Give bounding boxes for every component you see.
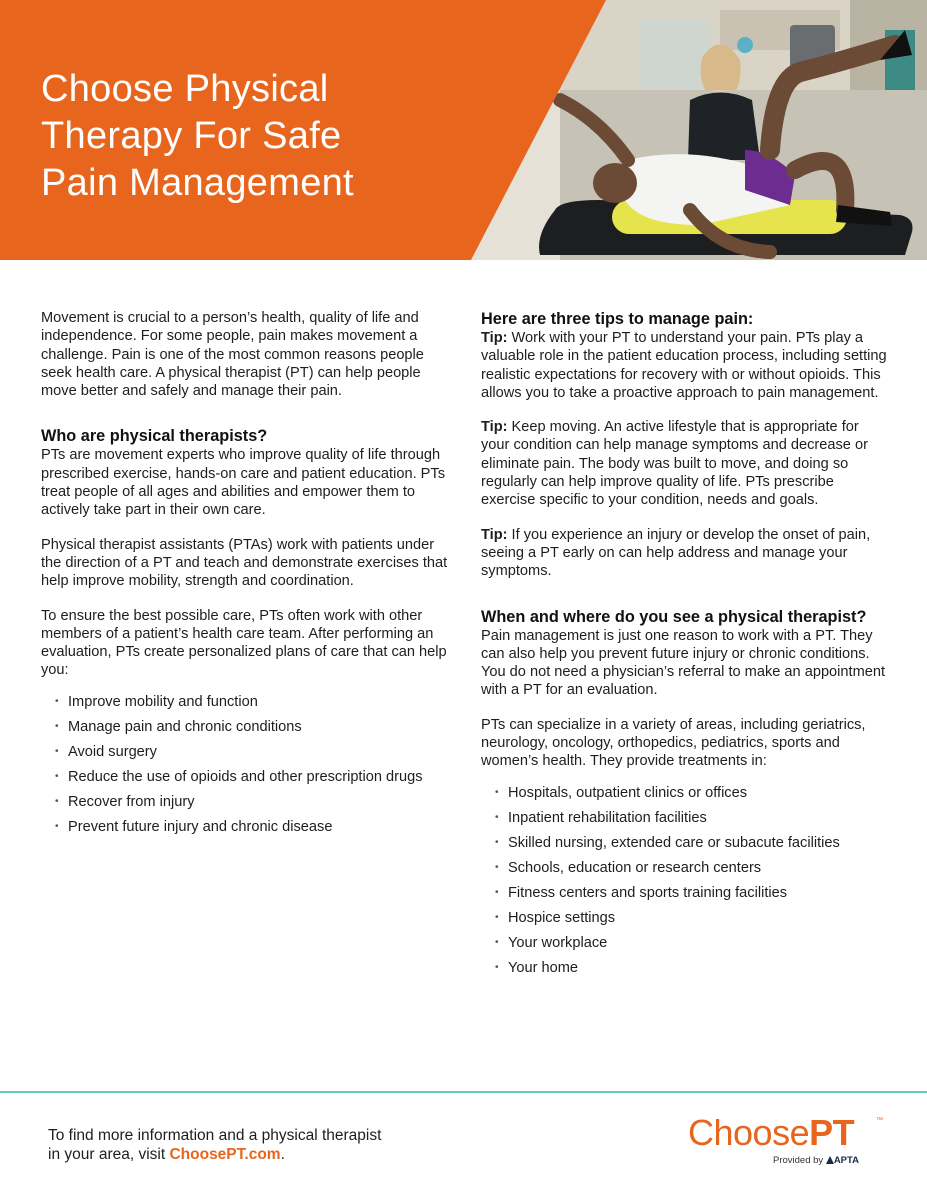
list-item: • Avoid surgery	[55, 743, 157, 760]
list-item: • Your workplace	[495, 934, 608, 951]
intro-paragraph: Movement is crucial to a person’s health, quality of life and independence. For some people, pain makes movement a challenge. Pain is one of the most common reasons people seek health care. A physical therapist (PT) can help people move better and safely and manage their pain.	[41, 310, 424, 400]
tip-1: Tip: Work with your PT to understand your pain. PTs play a valuable role in the patient education process, including setting realistic expectations for recovery with or without opioids. This allows you to take a proactive approach to pain management.	[481, 330, 887, 401]
list-item: • Schools, education or research centers	[495, 859, 762, 876]
list-item: • Your home	[495, 959, 579, 976]
title-line-1: Choose Physical	[41, 68, 329, 110]
list-item: • Fitness centers and sports training facilities	[495, 884, 788, 901]
who-paragraph-2: Physical therapist assistants (PTAs) work with patients under the direction of a PT and teach and demonstrate exercises that help improve mobility, strength and coordination.	[41, 536, 448, 590]
footer-divider	[0, 1091, 927, 1093]
list-item: • Manage pain and chronic conditions	[55, 718, 302, 735]
bullet-icon: •	[495, 911, 499, 923]
tip-label: Tip:	[481, 526, 508, 543]
list-item: • Recover from injury	[55, 793, 195, 810]
bullet-icon: •	[495, 961, 499, 973]
who-paragraph-1: PTs are movement experts who improve quality of life through prescribed exercise, hands-on care and patient education. PTs treat people of all ages and abilities and empower them to actively take part in their own care.	[41, 447, 445, 519]
hero-banner	[0, 0, 927, 260]
tip-3: Tip: If you experience an injury or develop the onset of pain, seeing a PT early on can help address and manage your symptoms.	[481, 526, 871, 580]
bullet-icon: •	[495, 936, 499, 948]
bullet-icon: •	[55, 795, 59, 807]
list-item: • Inpatient rehabilitation facilities	[495, 809, 707, 826]
choosept-logo	[688, 1113, 888, 1173]
settings-list	[481, 784, 891, 984]
list-item: • Reduce the use of opioids and other prescription drugs	[55, 768, 423, 785]
tip-label: Tip:	[481, 419, 508, 436]
footer-text	[48, 1126, 468, 1164]
bullet-icon: •	[55, 695, 59, 707]
trademark-symbol: ™	[876, 1117, 883, 1124]
bullet-icon: •	[495, 786, 499, 798]
tip-label: Tip:	[481, 330, 508, 346]
benefits-list	[41, 693, 455, 843]
logo-wordmark: ChoosePT	[688, 1112, 855, 1153]
list-item: • Skilled nursing, extended care or subacute facilities	[495, 834, 840, 851]
right-column	[481, 309, 891, 984]
who-paragraph-3: To ensure the best possible care, PTs often work with other members of a patient’s health care team. After performing an evaluation, PTs create personalized plans of care that can help you:	[41, 607, 447, 679]
list-item: • Prevent future injury and chronic disease	[55, 818, 333, 835]
list-item: • Improve mobility and function	[55, 693, 258, 710]
choosept-link[interactable]: ChoosePT.com	[169, 1146, 281, 1163]
list-item: • Hospitals, outpatient clinics or offices	[495, 784, 748, 801]
when-paragraph-2: PTs can specialize in a variety of areas, including geriatrics, neurology, oncology, orthopedics, pediatrics, sports and women’s health. They provide treatments in:	[481, 716, 866, 770]
tips-heading: Here are three tips to manage pain:	[481, 310, 754, 328]
apta-mark-icon	[826, 1156, 834, 1164]
who-heading: Who are physical therapists?	[41, 427, 268, 446]
bullet-icon: •	[495, 861, 499, 873]
logo-provided-by: Provided by APTA	[773, 1155, 859, 1166]
title-line-3: Pain Management	[41, 162, 354, 204]
tip-2: Tip: Keep moving. An active lifestyle that is appropriate for your condition can help manage symptoms and decrease or eliminate pain. The body was built to move, and doing so regularly can help improve quality of life. PTs prescribe exercise specific to your condition, needs and goals.	[481, 419, 868, 509]
footer-line-2: in your area, visit ChoosePT.com.	[48, 1146, 285, 1163]
bullet-icon: •	[495, 836, 499, 848]
bullet-icon: •	[55, 820, 59, 832]
title-line-2: Therapy For Safe	[41, 115, 342, 157]
list-item: • Hospice settings	[495, 909, 616, 926]
bullet-icon: •	[55, 770, 59, 782]
when-heading: When and where do you see a physical therapist?	[481, 607, 867, 626]
footer-line-1: To find more information and a physical therapist	[48, 1127, 382, 1144]
bullet-icon: •	[495, 811, 499, 823]
page-title	[41, 66, 511, 207]
when-paragraph-1: Pain management is just one reason to work with a PT. They can also help you prevent future injury or chronic conditions. You do not need a physician’s referral to make an appointment with a PT for an evaluation.	[481, 627, 886, 699]
bullet-icon: •	[55, 720, 59, 732]
bullet-icon: •	[495, 886, 499, 898]
bullet-icon: •	[55, 745, 59, 757]
left-column	[41, 309, 455, 843]
